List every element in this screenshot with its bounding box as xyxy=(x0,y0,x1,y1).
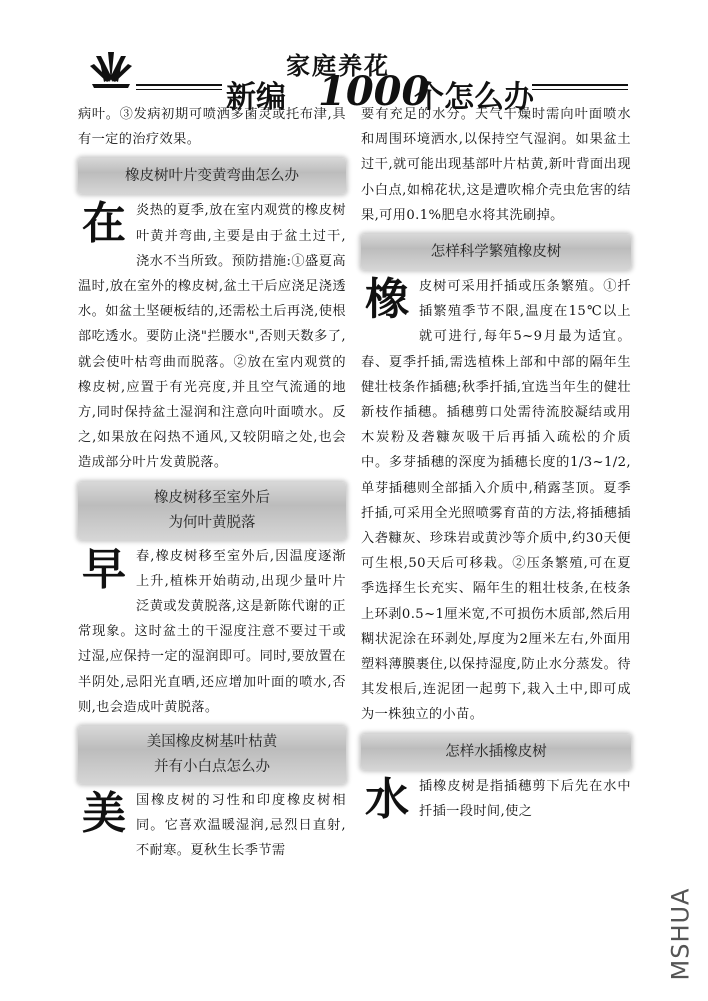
section-heading-move-outdoors xyxy=(78,482,346,540)
right-column xyxy=(361,102,631,826)
section-body-leaf-yellowing xyxy=(78,198,346,475)
heading-line: 并有小白点怎么办 xyxy=(154,759,270,776)
section-text: 炎热的夏季,放在室内观赏的橡皮树叶黄并弯曲,主要是由于盆土过干,浇水不当所致。预防措施:①盛夏高温时,放在室外的橡皮树,盆土干后应浇足浇透水。如盆土坚硬板结的,还需松土后再浇,使根部吃透水。要防止浇"拦腰水",否则天数多了,就会使叶枯弯曲而脱落。②放在室内观赏的橡皮树,应置于有光亮度,并且空气流通的地方,同时保持盆土湿润和注意向叶面喷水。反之,如果放在闷热不通风,又较阴暗之处,也会造成部分叶片发黄脱落。 xyxy=(78,203,346,471)
drop-cap: 美 xyxy=(82,788,126,840)
left-intro-text: 病叶。③发病初期可喷洒多菌灵或托布津,具有一定的治疗效果。 xyxy=(78,107,346,148)
section-body-american-rubber-tree xyxy=(78,788,346,864)
right-intro-text: 要有充足的水分。天气干燥时需向叶面喷水和周围环境洒水,以保持空气湿润。如果盆土过干,就可能出现基部叶片枯黄,新叶背面出现小白点,如棉花状,这是遭吹棉介壳虫危害的结果,可用0.1%肥皂水将其洗刷掉。 xyxy=(361,107,631,223)
section-heading-water-cutting: 怎样水插橡皮树 xyxy=(361,734,631,770)
page-header xyxy=(0,0,708,115)
left-column xyxy=(78,102,346,864)
header-rule-left xyxy=(136,84,222,86)
watermark-text: MSHUA xyxy=(666,887,695,981)
header-rule-right xyxy=(532,84,628,86)
heading-line: 橡皮树移至室外后 xyxy=(154,489,270,506)
section-heading-propagation: 怎样科学繁殖橡皮树 xyxy=(361,234,631,270)
drop-cap: 在 xyxy=(82,198,126,250)
section-heading-leaf-yellowing: 橡皮树叶片变黄弯曲怎么办 xyxy=(78,158,346,194)
section-text: 春,橡皮树移至室外后,因温度逐渐上升,植株开始萌动,出现少量叶片泛黄或发黄脱落,这是新陈代谢的正常现象。这时盆土的干湿度注意不要过干或过湿,应保持一定的湿润即可。同时,要放置在半阴处,忌阳光直晒,还应增加叶面的喷水,否则,也会造成叶黄脱落。 xyxy=(78,548,346,715)
section-text: 皮树可采用扦插或压条繁殖。①扦插繁殖季节不限,温度在15℃以上就可进行,每年5~9月最为适宜。春、夏季扦插,需选植株上部和中部的隔年生健壮枝条作插穗;秋季扦插,宜选当年生的健壮新枝作插穗。插穗剪口处需待流胶凝结或用木炭粉及砻糠灰吸干后再插入疏松的介质中。多芽插穗的深度为插穗长度的1/3~1/2,单芽插穗则全部插入介质中,稍露茎顶。夏季扦插,可采用全光照喷雾育苗的方法,将插穗插入砻糠灰、珍珠岩或黄沙等介质中,约30天便可生根,50天后可移栽。②压条繁殖,可在夏季选择生长充实、隔年生的粗壮枝条,在枝条上环剥0.5~1厘米宽,不可损伤木质部,然后用糊状泥涂在环剥处,厚度为2厘米左右,外面用塑料薄膜裹住,以保持湿度,防止水分蒸发。待其发根后,连泥团一起剪下,栽入土中,即可成为一株独立的小苗。 xyxy=(361,279,631,723)
section-body-propagation xyxy=(361,274,631,728)
drop-cap: 水 xyxy=(365,773,409,825)
header-title-rest: 个怎么办 xyxy=(414,80,534,115)
section-body-move-outdoors xyxy=(78,544,346,720)
header-title-new: 新编 xyxy=(226,80,286,115)
header-title-number: 1000 xyxy=(318,68,430,115)
heading-line: 为何叶黄脱落 xyxy=(168,514,256,531)
watermark xyxy=(668,880,698,990)
plant-logo-icon xyxy=(88,48,134,88)
section-text: 国橡皮树的习性和印度橡皮树相同。它喜欢温暖湿润,忌烈日直射,不耐寒。夏秋生长季节需 xyxy=(136,793,346,859)
header-rule-left-thin xyxy=(136,89,222,90)
section-text: 插橡皮树是指插穗剪下后先在水中扦插一段时间,使之 xyxy=(419,778,631,819)
heading-line: 美国橡皮树基叶枯黄 xyxy=(146,734,278,751)
header-rule-right-thin xyxy=(532,89,628,90)
header-subtitle: 家庭养花 xyxy=(286,51,390,80)
section-heading-american-rubber-tree xyxy=(78,726,346,784)
section-body-water-cutting xyxy=(361,774,631,824)
drop-cap: 早 xyxy=(82,543,126,595)
drop-cap: 橡 xyxy=(365,274,409,326)
